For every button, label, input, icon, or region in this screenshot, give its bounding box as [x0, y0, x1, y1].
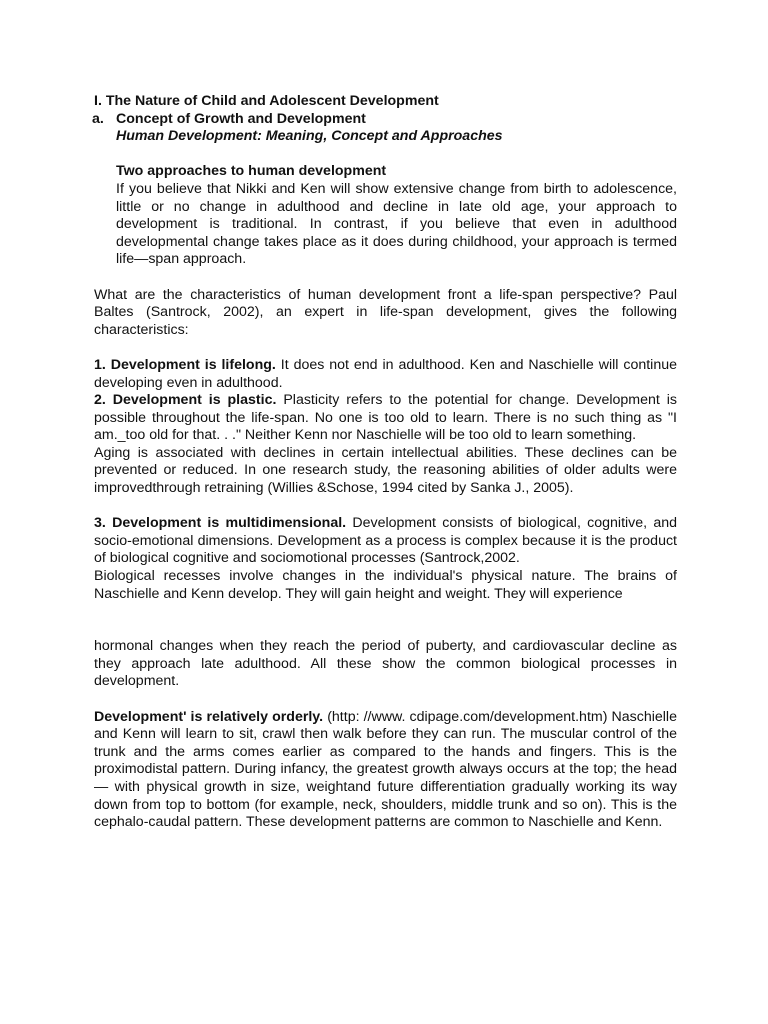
item4-paragraph — [94, 709, 677, 832]
item2-paragraph — [94, 392, 677, 445]
item2-text: Plasticity refers to the potential for change. Development is possible throughout the life-span. No one is too old to learn. There is no such thing as "I am._too old for that. . ." Neither Kenn nor Naschielle will be too old to learn something. — [94, 392, 678, 444]
item1-title: 1. Development is lifelong. — [94, 356, 276, 373]
subsection-title: Concept of Growth and Development — [116, 110, 366, 127]
subsection-heading — [92, 111, 677, 129]
item1-text: It does not end in adulthood. Ken and Naschielle will continue developing even in adulthood. — [94, 356, 677, 391]
approaches-title: Two approaches to human development — [116, 163, 387, 180]
item3-text: Development consists of biological, cognitive, and socio-emotional dimensions. Development as a process is complex because it is the product of biological cognitive and sociomotional processes (Santrock,2002. — [94, 515, 678, 567]
intro-paragraph: What are the characteristics of human development front a life-span perspective? Paul Baltes (Santrock, 2002), an expert in life-span development, gives the following characteristics: — [94, 286, 677, 338]
document-page — [94, 93, 677, 832]
item2-title: 2. Development is plastic. — [94, 392, 277, 409]
item4-text: (http: //www. cdipage.com/development.htm) Naschielle and Kenn will learn to sit, crawl then walk before they can run. The muscular control of the trunk and the arms comes earlier as compared to the hands and fingers. This is the proximodistal pattern. During infancy, the greatest growth always occurs at the top; the head— with physical growth in size, weightand future differentiation gradually working its way down from top to bottom (for example, neck, shoulders, middle trunk and so on). This is the cephalo-caudal pattern. These development patterns are common to Naschielle and Kenn. — [94, 708, 677, 831]
approaches-paragraph: If you believe that Nikki and Ken will show extensive change from birth to adolescence, little or no change in adulthood and decline in late old age, your approach to development is traditional. In contrast, if you believe that even in adulthood developmental change takes place as it does during childhood, your approach is termed life—span approach. — [116, 180, 677, 268]
item3-paragraph — [94, 515, 677, 568]
item4-title: Development' is relatively orderly. — [94, 708, 324, 725]
subsection-letter: a. — [92, 110, 104, 127]
item1-paragraph — [94, 357, 677, 392]
italic-title: Human Development: Meaning, Concept and Approaches — [116, 128, 503, 145]
hormonal-paragraph: hormonal changes when they reach the period of puberty, and cardiovascular decline as they approach late adulthood. All these show the common biological processes in development. — [94, 638, 677, 690]
item3-title: 3. Development is multidimensional. — [94, 515, 347, 532]
biological-paragraph: Biological recesses involve changes in the individual's physical nature. The brains of Naschielle and Kenn develop. They will gain height and weight. They will experience — [94, 568, 677, 602]
aging-paragraph: Aging is associated with declines in certain intellectual abilities. These declines can be prevented or reduced. In one research study, the reasoning abilities of older adults were improvedthrough retraining (Willies &Schose, 1994 cited by Sanka J., 2005). — [94, 444, 677, 497]
section-heading: I. The Nature of Child and Adolescent Development — [94, 93, 439, 109]
